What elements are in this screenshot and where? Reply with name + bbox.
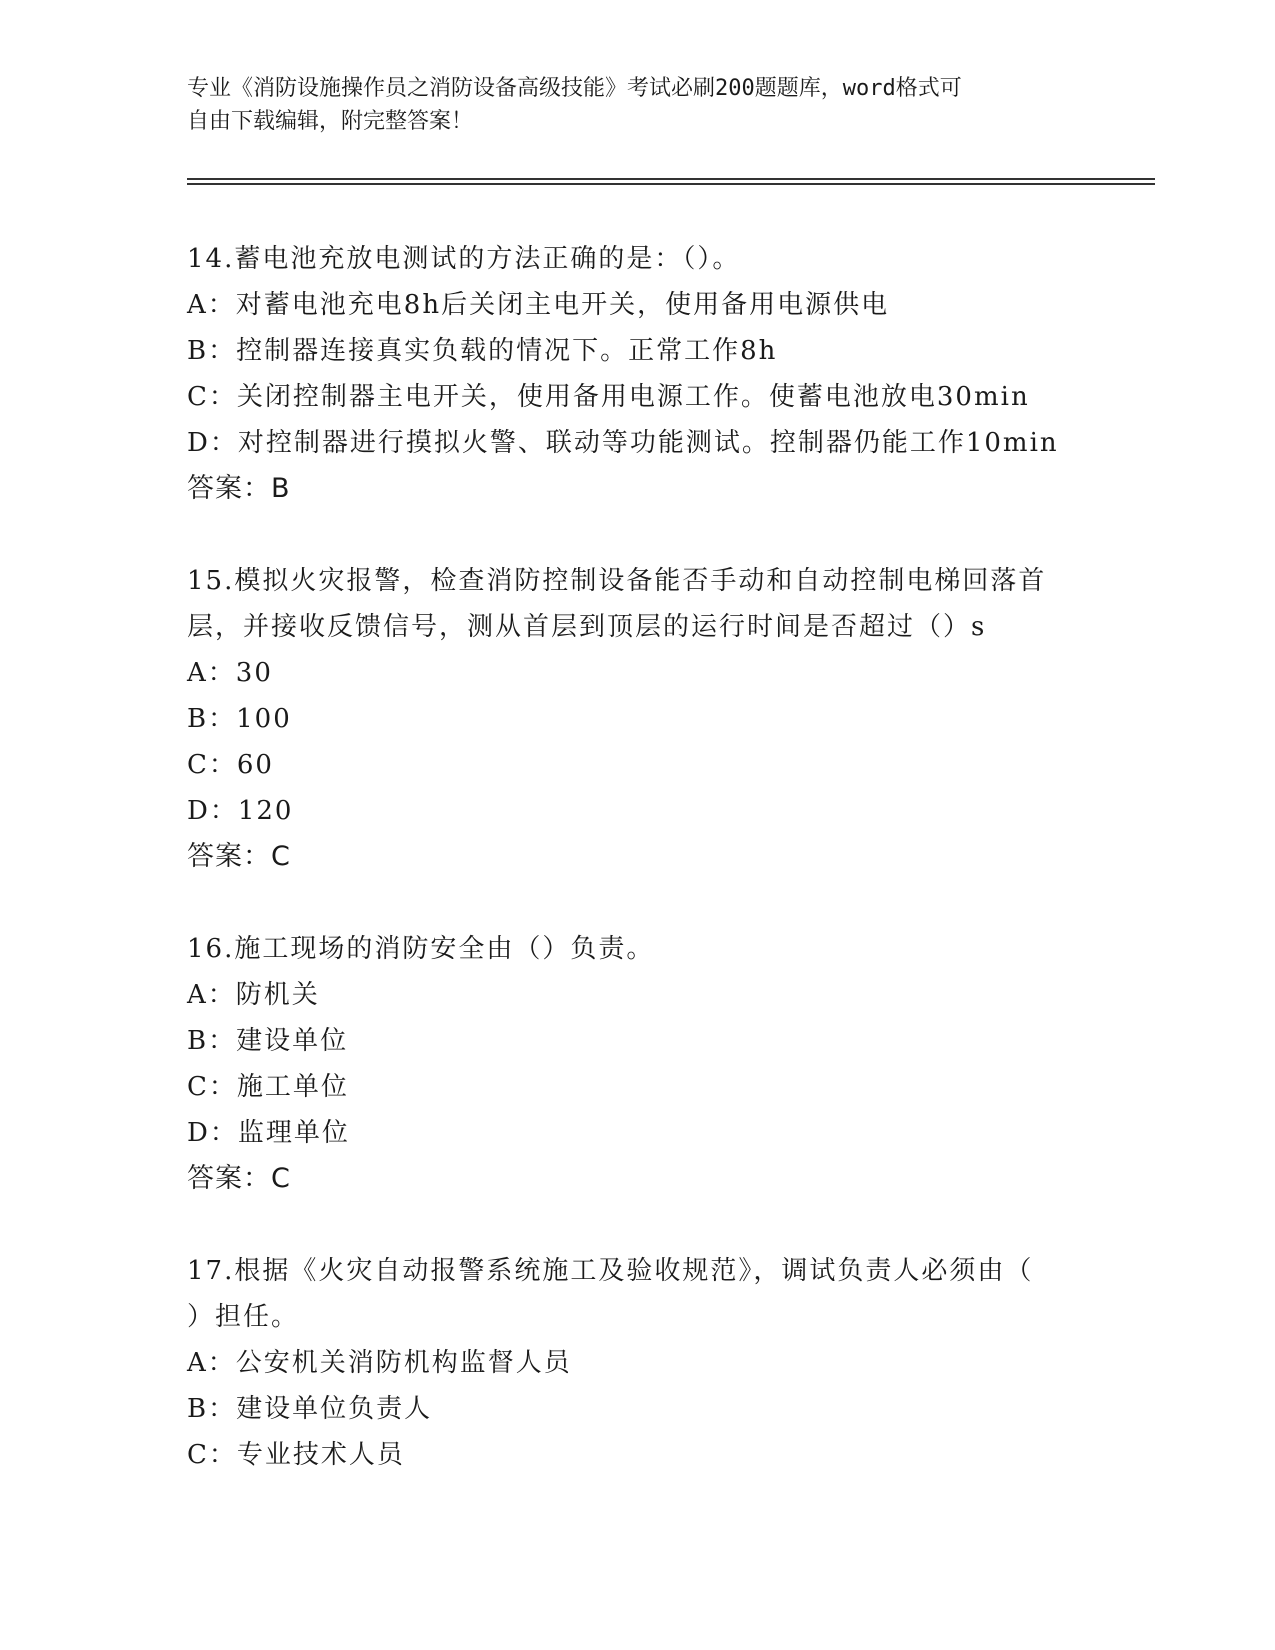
question-stem: 16.施工现场的消防安全由（）负责。 [187,934,655,964]
question-stem: 14.蓄电池充放电测试的方法正确的是：（）。 [187,244,741,274]
option-a: A：30 [187,658,273,688]
option-c: C：60 [187,750,274,780]
header-line-2: 自由下载编辑，附完整答案！ [187,109,474,134]
question-list [187,236,1087,1524]
question-stem-line-1: 15.模拟火灾报警，检查消防控制设备能否手动和自动控制电梯回落首 [187,566,1047,596]
option-a: A：对蓄电池充电8h后关闭主电开关，使用备用电源供电 [187,290,890,320]
answer-line: 答案：B [187,473,291,504]
option-a: A：防机关 [187,980,320,1010]
question-16 [187,926,1087,1202]
question-17 [187,1248,1087,1478]
option-c: C：关闭控制器主电开关，使用备用电源工作。使蓄电池放电30min [187,382,1030,412]
answer-line: 答案：C [187,1163,291,1194]
option-b: B：建设单位 [187,1026,349,1056]
question-stem-line-1: 17.根据《火灾自动报警系统施工及验收规范》，调试负责人必须由（ [187,1256,1034,1286]
option-a: A：公安机关消防机构监督人员 [187,1348,572,1378]
option-d: D：120 [187,796,294,826]
option-c: C：专业技术人员 [187,1440,405,1470]
option-d: D：对控制器进行摸拟火警、联动等功能测试。控制器仍能工作10min [187,428,1059,458]
option-c: C：施工单位 [187,1072,349,1102]
question-15 [187,558,1087,880]
option-b: B：控制器连接真实负载的情况下。正常工作8h [187,336,778,366]
option-b: B：100 [187,704,292,734]
question-stem-line-2: 层，并接收反馈信号，测从首层到顶层的运行时间是否超过（）s [187,612,987,642]
option-b: B：建设单位负责人 [187,1394,433,1424]
option-d: D：监理单位 [187,1118,350,1148]
question-stem-line-2: ）担任。 [187,1302,300,1332]
header-rule-bottom [187,183,1155,185]
answer-line: 答案：C [187,841,291,872]
header-rule-top [187,178,1155,180]
question-14 [187,236,1087,512]
document-header [187,72,1087,138]
header-line-1: 专业《消防设施操作员之消防设备高级技能》考试必刷200题题库，word格式可 [187,76,962,101]
